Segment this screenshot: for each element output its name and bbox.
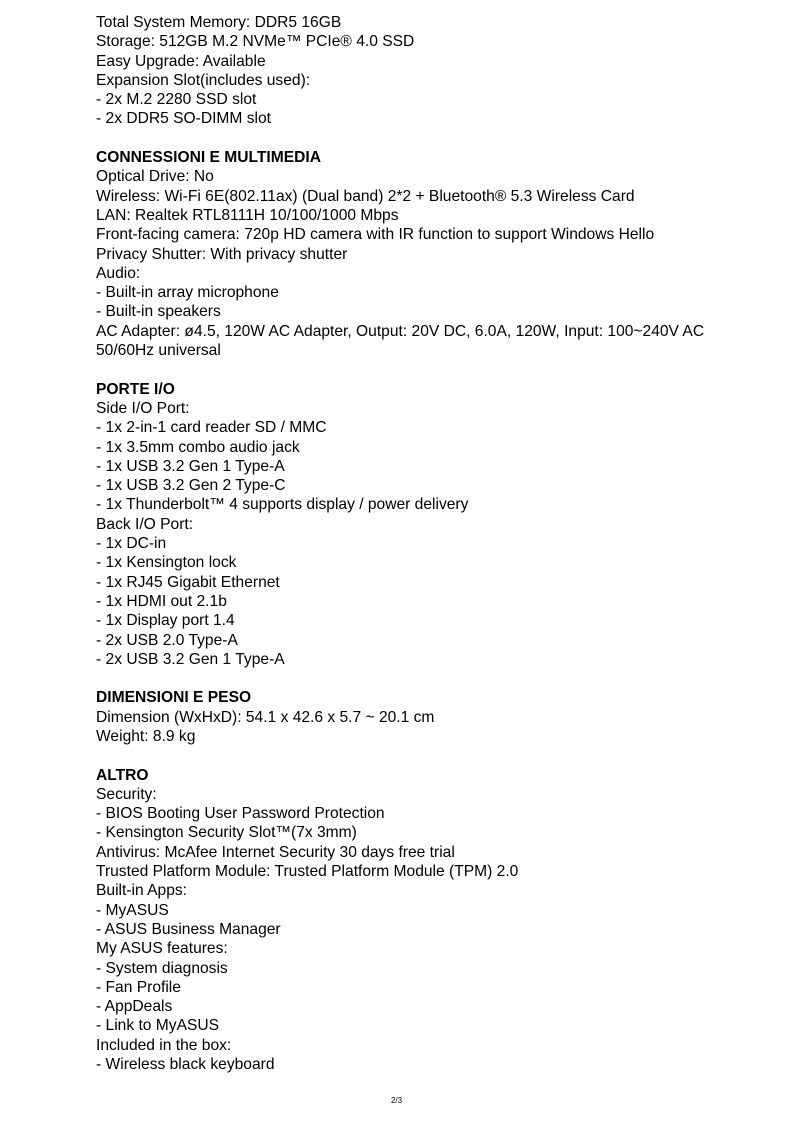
spec-line: Trusted Platform Module: Trusted Platform Module (TPM) 2.0 (96, 863, 519, 881)
spec-line: - 1x 2-in-1 card reader SD / MMC (96, 419, 327, 437)
spec-line: Expansion Slot(includes used): (96, 71, 311, 89)
spec-line: Storage: 512GB M.2 NVMe™ PCIe® 4.0 SSD (96, 33, 415, 51)
spec-line: - MyASUS (96, 901, 169, 919)
spec-line: - 1x 3.5mm combo audio jack (96, 438, 300, 456)
connessioni-section (96, 148, 756, 360)
section-heading: DIMENSIONI E PESO (96, 689, 252, 707)
spec-line: - 1x DC-in (96, 535, 167, 553)
spec-line: Front-facing camera: 720p HD camera with IR function to support Windows Hello (96, 226, 655, 244)
spec-line: Privacy Shutter: With privacy shutter (96, 245, 348, 263)
section-heading: ALTRO (96, 766, 149, 784)
spec-line: - 1x Thunderbolt™ 4 supports display / power delivery (96, 496, 469, 514)
spec-line: Weight: 8.9 kg (96, 727, 196, 745)
spec-line: Easy Upgrade: Available (96, 52, 266, 70)
spec-line: - 1x Kensington lock (96, 554, 237, 572)
spec-line: - Kensington Security Slot™(7x 3mm) (96, 824, 357, 842)
spec-line: Side I/O Port: (96, 399, 190, 417)
page-number: 2/3 (390, 1096, 403, 1105)
spec-line: Security: (96, 785, 157, 803)
spec-line: Optical Drive: No (96, 168, 214, 186)
intro-section (96, 13, 756, 129)
spec-line: - 1x USB 3.2 Gen 2 Type-C (96, 477, 286, 495)
spec-line: - 1x HDMI out 2.1b (96, 592, 227, 610)
spec-line: - Link to MyASUS (96, 1017, 220, 1035)
spec-line: - 2x DDR5 SO-DIMM slot (96, 110, 272, 128)
spec-line: - 1x USB 3.2 Gen 1 Type-A (96, 457, 285, 475)
spec-line: Total System Memory: DDR5 16GB (96, 14, 342, 31)
spec-line: 50/60Hz universal (96, 342, 221, 360)
altro-section (96, 766, 756, 1075)
spec-line: - 1x Display port 1.4 (96, 612, 235, 630)
spec-line: - Fan Profile (96, 978, 181, 996)
section-heading: CONNESSIONI E MULTIMEDIA (96, 149, 321, 167)
spec-line: Dimension (WxHxD): 54.1 x 42.6 x 5.7 ~ 20.1 cm (96, 708, 435, 726)
spec-line: - Built-in speakers (96, 303, 221, 321)
dimensioni-section (96, 688, 756, 746)
spec-line: - 2x USB 3.2 Gen 1 Type-A (96, 650, 285, 668)
section-heading: PORTE I/O (96, 380, 175, 398)
spec-line: Built-in Apps: (96, 882, 188, 900)
spec-line: Audio: (96, 264, 141, 282)
spec-line: LAN: Realtek RTL8111H 10/100/1000 Mbps (96, 206, 399, 224)
document-page (96, 13, 756, 1074)
spec-line: AC Adapter: ø4.5, 120W AC Adapter, Output: 20V DC, 6.0A, 120W, Input: 100~240V AC (96, 322, 705, 340)
spec-line: - AppDeals (96, 998, 173, 1016)
spec-line: - 2x M.2 2280 SSD slot (96, 91, 257, 109)
porte-section (96, 380, 756, 669)
spec-line: - System diagnosis (96, 959, 228, 977)
spec-line: Wireless: Wi-Fi 6E(802.11ax) (Dual band) 2*2 + Bluetooth® 5.3 Wireless Card (96, 187, 635, 205)
spec-line: Included in the box: (96, 1036, 232, 1054)
spec-line: Antivirus: McAfee Internet Security 30 days free trial (96, 843, 455, 861)
spec-line: - Built-in array microphone (96, 284, 279, 302)
spec-line: - Wireless black keyboard (96, 1056, 275, 1074)
spec-line: Back I/O Port: (96, 515, 194, 533)
spec-line: - 2x USB 2.0 Type-A (96, 631, 238, 649)
spec-line: - BIOS Booting User Password Protection (96, 805, 385, 823)
spec-line: My ASUS features: (96, 940, 228, 958)
spec-line: - 1x RJ45 Gigabit Ethernet (96, 573, 280, 591)
spec-line: - ASUS Business Manager (96, 920, 281, 938)
